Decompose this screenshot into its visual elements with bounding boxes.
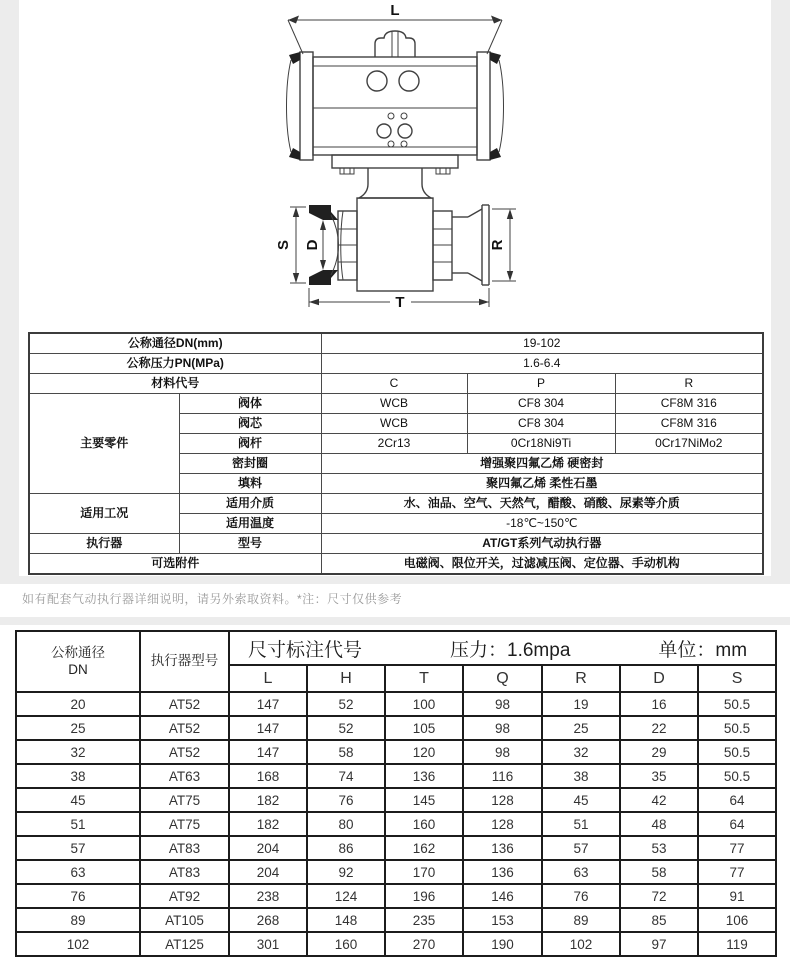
spec-valve-stem-r: 0Cr17NiMo2 (615, 434, 763, 454)
ball-valve-body (309, 198, 489, 291)
dims-span-unit: 单位：mm (658, 639, 748, 661)
table-cell: 204 (229, 860, 307, 884)
table-cell: 85 (620, 908, 698, 932)
table-cell: 25 (542, 716, 620, 740)
table-row (16, 908, 776, 932)
table-cell: 32 (542, 740, 620, 764)
table-cell: 53 (620, 836, 698, 860)
spec-dn-value: 19-102 (321, 333, 763, 354)
table-cell: 57 (542, 836, 620, 860)
spec-material-c: C (321, 374, 467, 394)
table-cell: 45 (16, 788, 140, 812)
table-cell: 148 (307, 908, 385, 932)
spec-valve-core-p: CF8 304 (467, 414, 615, 434)
spec-temp-label: 适用温度 (179, 514, 321, 534)
table-row (16, 692, 776, 716)
dimensions-table (15, 630, 777, 957)
table-cell: 32 (16, 740, 140, 764)
table-header-row (16, 631, 776, 665)
table-cell: 102 (542, 932, 620, 956)
table-cell: 98 (463, 716, 542, 740)
table-cell: 162 (385, 836, 463, 860)
table-cell: 170 (385, 860, 463, 884)
table-row (29, 494, 763, 514)
table-cell: 145 (385, 788, 463, 812)
dims-col-S: S (698, 665, 776, 692)
table-cell: 52 (307, 716, 385, 740)
spec-valve-stem-c: 2Cr13 (321, 434, 467, 454)
table-cell: 160 (385, 812, 463, 836)
table-row (16, 836, 776, 860)
table-cell: 16 (620, 692, 698, 716)
table-cell: 182 (229, 812, 307, 836)
table-cell: 116 (463, 764, 542, 788)
table-cell: AT75 (140, 812, 229, 836)
spec-table (28, 332, 764, 575)
table-cell: 77 (698, 860, 776, 884)
table-cell: 77 (698, 836, 776, 860)
table-cell: 38 (542, 764, 620, 788)
table-cell: 270 (385, 932, 463, 956)
spec-material-r: R (615, 374, 763, 394)
table-cell: 57 (16, 836, 140, 860)
table-cell: 153 (463, 908, 542, 932)
table-cell: 146 (463, 884, 542, 908)
table-cell: 51 (16, 812, 140, 836)
table-row (29, 333, 763, 354)
dims-span-pressure: 压力：1.6mpa (450, 639, 571, 661)
table-cell: 35 (620, 764, 698, 788)
table-cell: 268 (229, 908, 307, 932)
dim-label-L: L (390, 2, 400, 19)
spec-valve-body-r: CF8M 316 (615, 394, 763, 414)
dims-col-H: H (307, 665, 385, 692)
spec-valve-stem-label: 阀杆 (179, 434, 321, 454)
dims-col-R: R (542, 665, 620, 692)
table-cell: AT52 (140, 716, 229, 740)
table-cell: 238 (229, 884, 307, 908)
separator-band-top (0, 576, 790, 584)
spec-medium-value: 水、油品、空气、天然气，醋酸、硝酸、尿素等介质 (321, 494, 763, 514)
table-cell: 45 (542, 788, 620, 812)
dim-label-T: T (395, 294, 405, 311)
table-cell: 204 (229, 836, 307, 860)
dims-col-D: D (620, 665, 698, 692)
table-row (29, 374, 763, 394)
dimension-S (275, 207, 306, 283)
spec-actuator-label: 执行器 (29, 534, 179, 554)
table-cell: 64 (698, 812, 776, 836)
table-cell: 136 (463, 836, 542, 860)
table-cell: AT52 (140, 692, 229, 716)
spec-seal-value: 增强聚四氟乙烯 硬密封 (321, 454, 763, 474)
dim-label-R: R (489, 239, 506, 251)
table-cell: 58 (307, 740, 385, 764)
table-cell: AT83 (140, 860, 229, 884)
spec-valve-core-c: WCB (321, 414, 467, 434)
table-cell: 38 (16, 764, 140, 788)
table-row (16, 932, 776, 956)
table-cell: 136 (463, 860, 542, 884)
table-cell: 128 (463, 812, 542, 836)
dims-col-T: T (385, 665, 463, 692)
table-cell: 64 (698, 788, 776, 812)
table-cell: 50.5 (698, 764, 776, 788)
spec-model-label: 型号 (179, 534, 321, 554)
dims-col-L: L (229, 665, 307, 692)
table-cell: 76 (16, 884, 140, 908)
spec-valve-core-r: CF8M 316 (615, 414, 763, 434)
table-row (16, 884, 776, 908)
table-cell: AT83 (140, 836, 229, 860)
table-cell: 160 (307, 932, 385, 956)
dims-table-body (16, 692, 776, 956)
table-cell: 196 (385, 884, 463, 908)
spec-accessories-value: 电磁阀、限位开关，过滤减压阀、定位器、手动机构 (321, 554, 763, 575)
spec-pn-label: 公称压力PN(MPa) (29, 354, 321, 374)
table-cell: AT92 (140, 884, 229, 908)
table-cell: AT63 (140, 764, 229, 788)
separator-band-bottom (0, 617, 790, 625)
dims-col-dn-line2: DN (68, 661, 88, 677)
table-cell: 106 (698, 908, 776, 932)
table-cell: 128 (463, 788, 542, 812)
table-cell: 182 (229, 788, 307, 812)
table-cell: 190 (463, 932, 542, 956)
table-cell: 50.5 (698, 692, 776, 716)
table-row (16, 740, 776, 764)
table-cell: 98 (463, 692, 542, 716)
table-cell: AT105 (140, 908, 229, 932)
table-row (29, 534, 763, 554)
table-cell: 89 (16, 908, 140, 932)
table-row (16, 860, 776, 884)
table-cell: 22 (620, 716, 698, 740)
table-cell: 98 (463, 740, 542, 764)
spec-model-value: AT/GT系列气动执行器 (321, 534, 763, 554)
table-row (29, 554, 763, 575)
spec-medium-label: 适用介质 (179, 494, 321, 514)
dimension-D (304, 220, 326, 270)
spec-valve-body-p: CF8 304 (467, 394, 615, 414)
table-cell: 63 (542, 860, 620, 884)
dim-label-D: D (304, 239, 321, 251)
table-cell: 63 (16, 860, 140, 884)
table-cell: 19 (542, 692, 620, 716)
dims-span-title: 尺寸标注代号 (248, 639, 363, 661)
valve-technical-drawing (0, 0, 790, 330)
table-cell: 89 (542, 908, 620, 932)
table-cell: AT125 (140, 932, 229, 956)
table-cell: 168 (229, 764, 307, 788)
table-row (29, 394, 763, 414)
dims-col-actuator: 执行器型号 (140, 631, 229, 692)
table-cell: 147 (229, 716, 307, 740)
table-cell: 86 (307, 836, 385, 860)
spec-dn-label: 公称通径DN(mm) (29, 333, 321, 354)
spec-main-parts-label: 主要零件 (29, 394, 179, 494)
table-cell: 235 (385, 908, 463, 932)
table-cell: 42 (620, 788, 698, 812)
spec-packing-label: 填料 (179, 474, 321, 494)
spec-temp-value: -18℃~150℃ (321, 514, 763, 534)
table-cell: 301 (229, 932, 307, 956)
table-cell: 20 (16, 692, 140, 716)
table-cell: 50.5 (698, 740, 776, 764)
table-cell: 120 (385, 740, 463, 764)
table-cell: 58 (620, 860, 698, 884)
table-cell: 51 (542, 812, 620, 836)
table-row (16, 812, 776, 836)
table-cell: 147 (229, 692, 307, 716)
footnote: 如有配套气动执行器详细说明，请另外索取资料。*注：尺寸仅供参考 (22, 592, 403, 606)
dimension-L (288, 2, 502, 54)
spec-material-label: 材料代号 (29, 374, 321, 394)
spec-accessories-label: 可选附件 (29, 554, 321, 575)
table-row (16, 764, 776, 788)
table-row (29, 354, 763, 374)
spec-material-p: P (467, 374, 615, 394)
table-cell: AT75 (140, 788, 229, 812)
table-cell: 48 (620, 812, 698, 836)
dim-label-S: S (275, 239, 292, 251)
table-cell: 52 (307, 692, 385, 716)
table-cell: 80 (307, 812, 385, 836)
table-cell: 29 (620, 740, 698, 764)
table-cell: 100 (385, 692, 463, 716)
pneumatic-actuator (287, 31, 504, 198)
table-cell: 105 (385, 716, 463, 740)
table-row (16, 788, 776, 812)
table-cell: 91 (698, 884, 776, 908)
dimension-R (489, 209, 516, 281)
table-cell: 92 (307, 860, 385, 884)
spec-valve-body-label: 阀体 (179, 394, 321, 414)
spec-valve-body-c: WCB (321, 394, 467, 414)
dims-col-dn-line1: 公称通径 (51, 644, 105, 660)
table-cell: 76 (542, 884, 620, 908)
table-cell: 147 (229, 740, 307, 764)
spec-valve-stem-p: 0Cr18Ni9Ti (467, 434, 615, 454)
table-cell: 119 (698, 932, 776, 956)
spec-packing-value: 聚四氟乙烯 柔性石墨 (321, 474, 763, 494)
table-cell: 124 (307, 884, 385, 908)
dims-col-Q: Q (463, 665, 542, 692)
table-cell: 102 (16, 932, 140, 956)
spec-valve-core-label: 阀芯 (179, 414, 321, 434)
spec-pn-value: 1.6-6.4 (321, 354, 763, 374)
dims-span-header (229, 631, 776, 665)
table-cell: 74 (307, 764, 385, 788)
dims-col-dn (16, 631, 140, 692)
table-cell: AT52 (140, 740, 229, 764)
table-cell: 136 (385, 764, 463, 788)
table-row (16, 716, 776, 740)
table-cell: 25 (16, 716, 140, 740)
spec-seal-label: 密封圈 (179, 454, 321, 474)
table-cell: 72 (620, 884, 698, 908)
table-cell: 76 (307, 788, 385, 812)
spec-working-cond-label: 适用工况 (29, 494, 179, 534)
table-cell: 50.5 (698, 716, 776, 740)
table-cell: 97 (620, 932, 698, 956)
